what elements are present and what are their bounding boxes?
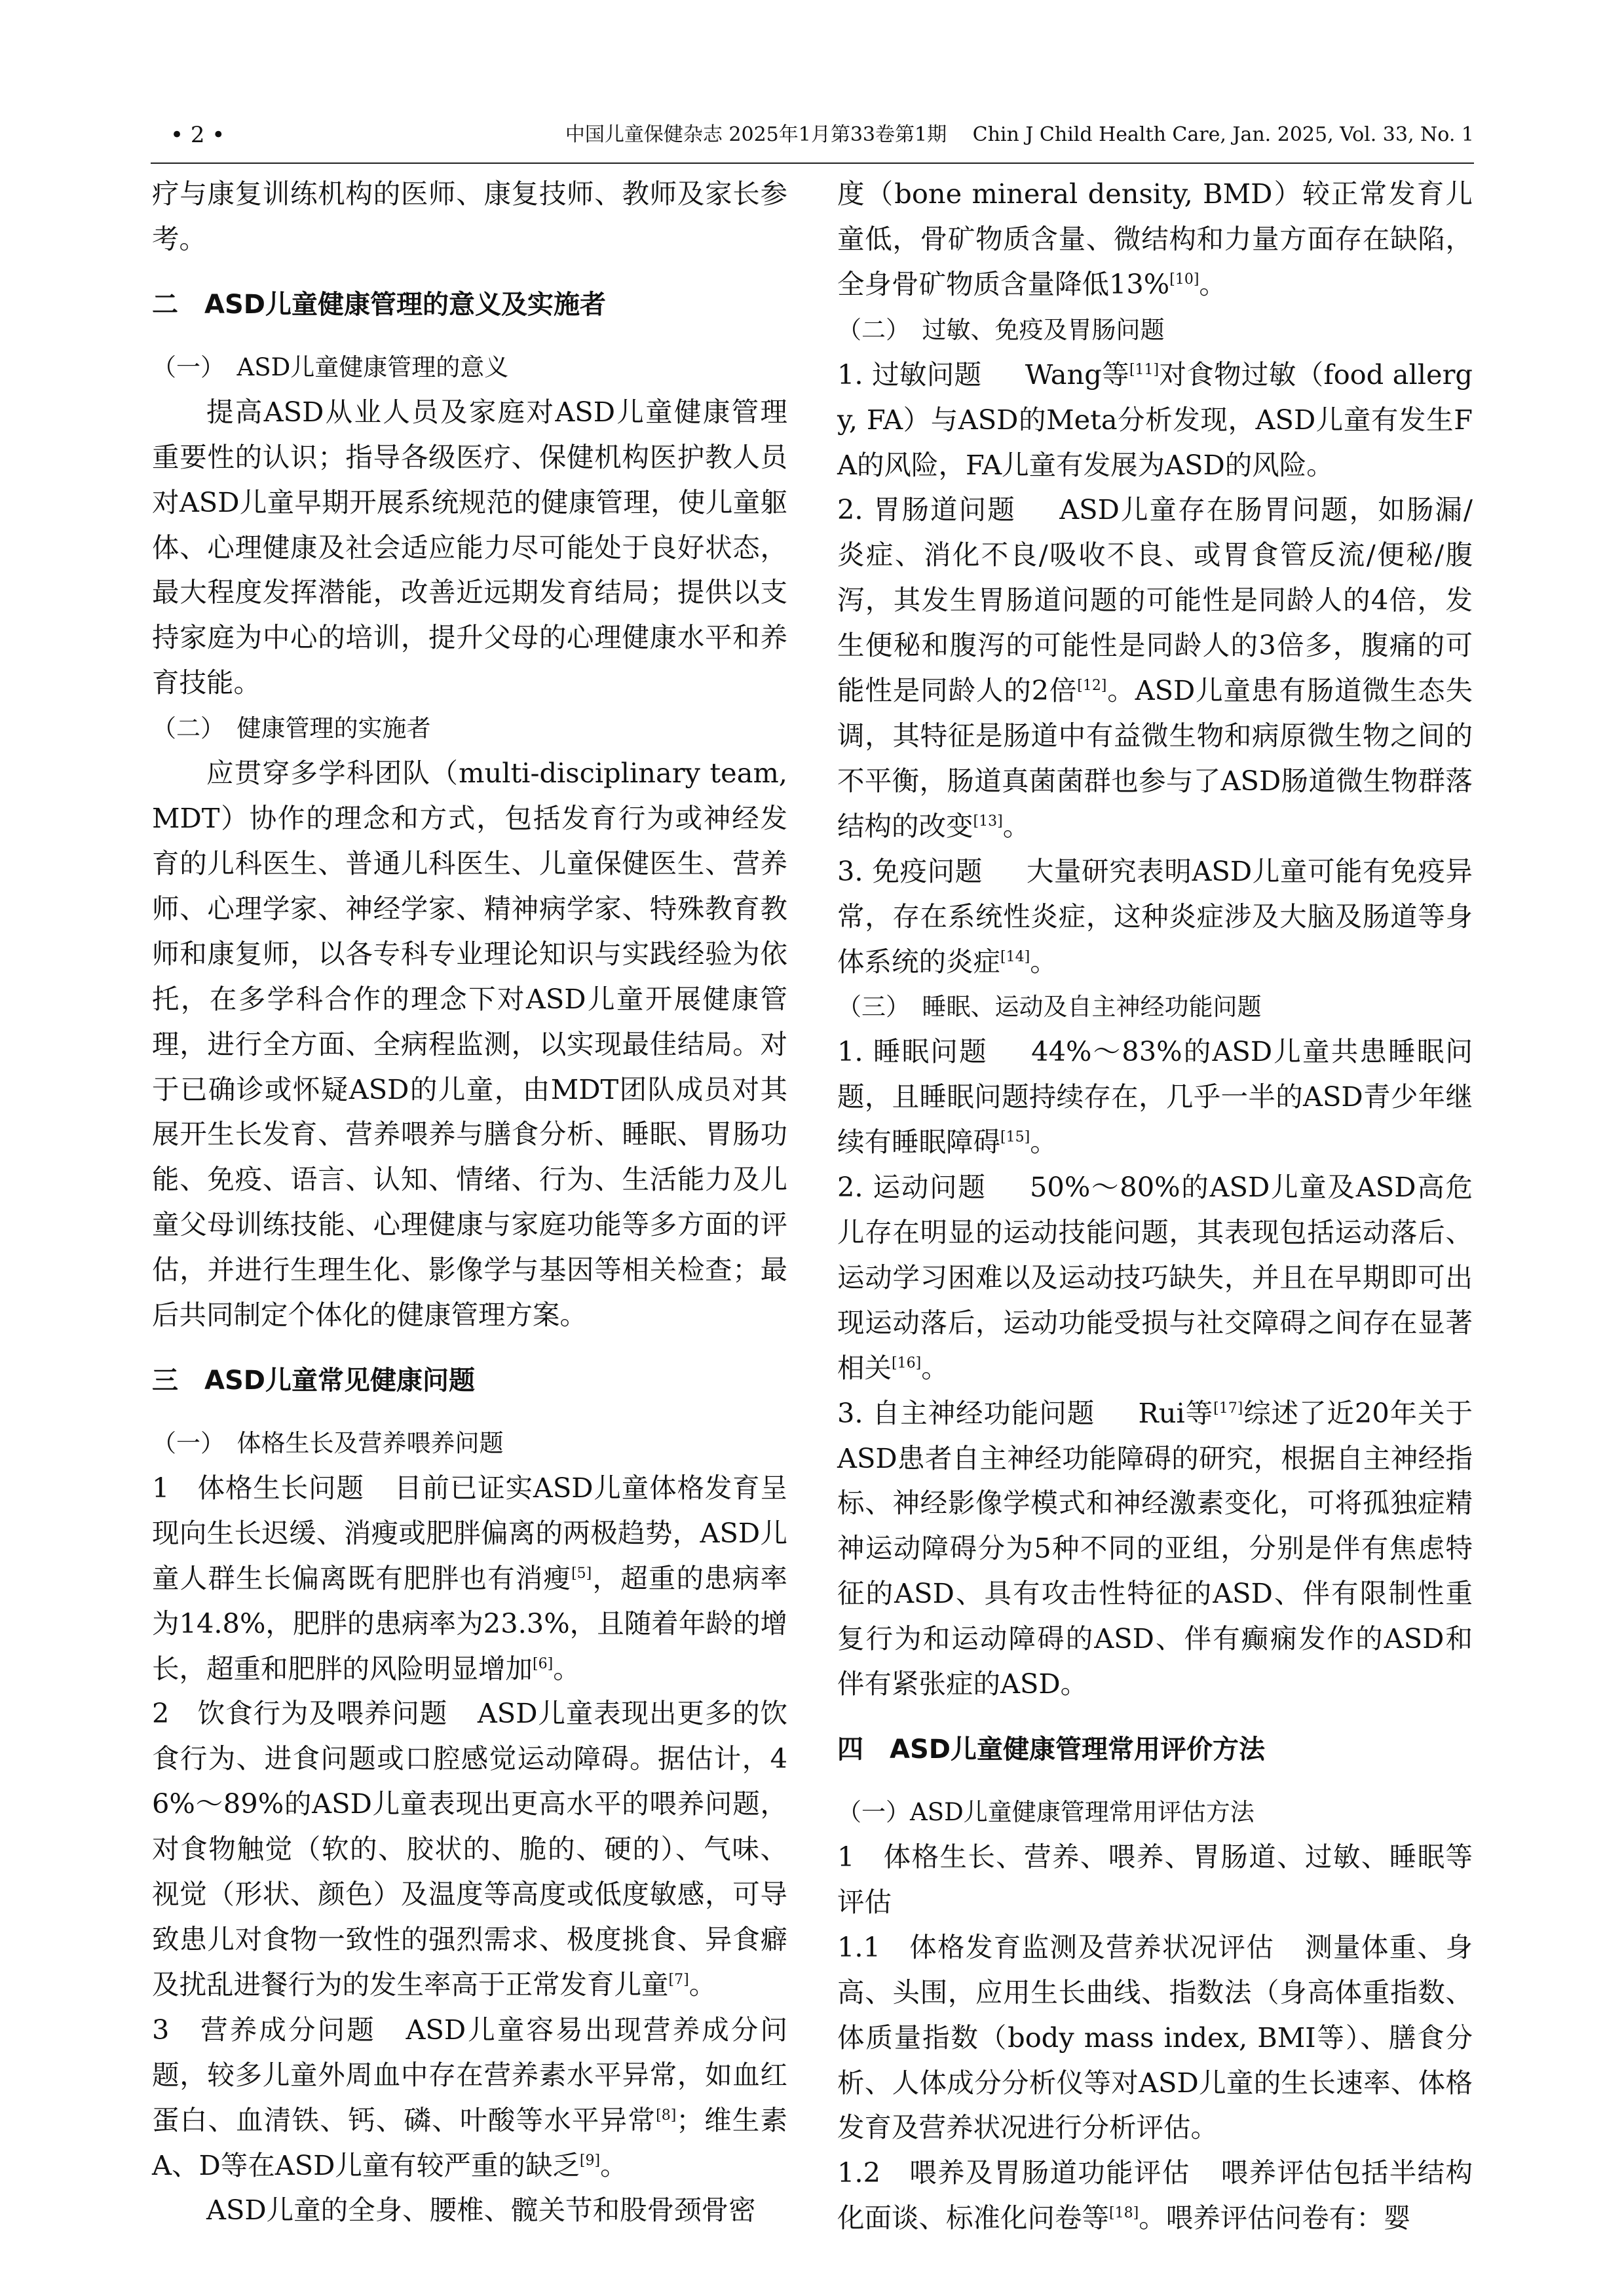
item-label: 3. 自主神经功能问题: [837, 1396, 1095, 1429]
paragraph-allergy: 1. 过敏问题 Wang等[11]对食物过敏（food allergy, FA）与ASD的Meta分析发现，ASD儿童有发生FA的风险，FA儿童有发展为ASD的风险。: [837, 358, 1473, 481]
section-3-1-heading: （一） 体格生长及营养喂养问题: [152, 1428, 504, 1457]
citation-ref[interactable]: [5]: [571, 1565, 592, 1582]
item-label: 2. 胃肠道问题: [837, 493, 1016, 526]
section-3-2-heading: （二） 过敏、免疫及胃肠问题: [837, 315, 1165, 344]
paragraph-motor: 2. 运动问题 50%～80%的ASD儿童及ASD高危儿存在明显的运动技能问题，其表现包括运动落后、运动学习困难以及运动技巧缺失，并且在早期即可出现运动落后，运动功能受损与社交障碍之间存在显著相关[16]。: [837, 1171, 1473, 1384]
section-2-1-heading: （一） ASD儿童健康管理的意义: [152, 353, 509, 381]
paragraph-intro-end: 疗与康复训练机构的医师、康复技师、教师及家长参考。: [152, 178, 787, 255]
paragraph-autonomic: 3. 自主神经功能问题 Rui等[17]综述了近20年关于ASD患者自主神经功能障碍的研究，根据自主神经指标、神经影像学模式和神经激素变化，可将孤独症精神运动障碍分为5种不同的亚组，分别是伴有焦虑特征的ASD、具有攻击性特征的ASD、伴有限制性重复行为和运动障碍的ASD、伴有癫痫发作的ASD和伴有紧张症的ASD。: [837, 1396, 1473, 1700]
citation-ref[interactable]: [12]: [1077, 678, 1107, 695]
journal-citation: 中国儿童保健杂志 2025年1月第33卷第1期 Chin J Child Health Care, Jan. 2025, Vol. 33, No. 1: [565, 123, 1474, 146]
citation-ref[interactable]: [17]: [1213, 1400, 1243, 1417]
item-label: 1 体格生长问题: [152, 1471, 364, 1504]
page-header: [151, 115, 1474, 155]
paragraph-bmd-start: ASD儿童的全身、腰椎、髋关节和股骨颈骨密: [206, 2194, 756, 2227]
item-label: 2. 运动问题: [837, 1171, 987, 1204]
paragraph-significance: 提高ASD从业人员及家庭对ASD儿童健康管理重要性的认识；指导各级医疗、保健机构医护教人员对ASD儿童早期开展系统规范的健康管理，使儿童躯体、心理健康及社会适应能力尽可能处于良好状态，最大程度发挥潜能，改善近远期发育结局；提供以支持家庭为中心的培训，提升父母的心理健康水平和养育技能。: [152, 395, 787, 699]
section-2-heading: 二 ASD儿童健康管理的意义及实施者: [152, 289, 606, 320]
citation-ref[interactable]: [13]: [973, 813, 1003, 830]
section-3-heading: 三 ASD儿童常见健康问题: [152, 1365, 475, 1396]
paragraph-implementers: 应贯穿多学科团队（multi-disciplinary team, MDT）协作的理念和方式，包括发育行为或神经发育的儿科医生、普通儿科医生、儿童保健医生、营养师、心理学家、神经学家、精神病学家、特殊教育教师和康复师，以各专科专业理论知识与实践经验为依托，在多学科合作的理念下对ASD儿童开展健康管理，进行全方面、全病程监测，以实现最佳结局。对于已确诊或怀疑ASD的儿童，由MDT团队成员对其展开生长发育、营养喂养与膳食分析、睡眠、胃肠功能、免疫、语言、认知、情绪、行为、生活能力及儿童父母训练技能、心理健康与家庭功能等多方面的评估，并进行生理生化、影像学与基因等相关检查；最后共同制定个体化的健康管理方案。: [152, 757, 787, 1331]
item-label: 1.1 体格发育监测及营养状况评估: [837, 1930, 1275, 1963]
item-label: 1. 过敏问题: [837, 358, 982, 391]
citation-ref[interactable]: [11]: [1129, 361, 1160, 378]
paragraph-gi: 2. 胃肠道问题 ASD儿童存在肠胃问题，如肠漏/炎症、消化不良/吸收不良、或胃食管反流/便秘/腹泻，其发生胃肠道问题的可能性是同龄人的4倍，发生便秘和腹泻的可能性是同龄人的3倍多，腹痛的可能性是同龄人的2倍[12]。ASD儿童患有肠道微生态失调，其特征是肠道中有益微生物和病原微生物之间的不平衡，肠道真菌菌群也参与了ASD肠道微生物群落结构的改变[13]。: [837, 493, 1473, 842]
citation-ref[interactable]: [6]: [533, 1655, 554, 1672]
paragraph-assessment-item1: 1 体格生长、营养、喂养、胃肠道、过敏、睡眠等评估: [837, 1841, 1473, 1918]
item-label: 2 饮食行为及喂养问题: [152, 1697, 448, 1730]
header-rule: [151, 163, 1474, 164]
paragraph-feeding: 2 饮食行为及喂养问题 ASD儿童表现出更多的饮食行为、进食问题或口腔感觉运动障碍。据估计，46%～89%的ASD儿童表现出更高水平的喂养问题，对食物触觉（软的、胶状的、脆的、硬的）、气味、视觉（形状、颜色）及温度等高度或低度敏感，可导致患儿对食物一致性的强烈需求、极度挑食、异食癖及扰乱进餐行为的发生率高于正常发育儿童[7]。: [152, 1697, 787, 2000]
citation-ref[interactable]: [14]: [1000, 948, 1030, 965]
citation-ref[interactable]: [16]: [892, 1354, 922, 1371]
citation-ref[interactable]: [15]: [1000, 1129, 1030, 1146]
left-column: [152, 172, 787, 2233]
section-4-heading: 四 ASD儿童健康管理常用评价方法: [837, 1734, 1265, 1765]
paragraph-nutrition: 3 营养成分问题 ASD儿童容易出现营养成分问题，较多儿童外周血中存在营养素水平异常，如血红蛋白、血清铁、钙、磷、叶酸等水平异常[8]；维生素A、D等在ASD儿童有较严重的缺乏[9]。: [152, 2013, 787, 2181]
item-label: 3. 免疫问题: [837, 854, 983, 887]
item-label: 1.2 喂养及胃肠道功能评估: [837, 2156, 1190, 2189]
section-4-1-heading: （一）ASD儿童健康管理常用评估方法: [837, 1798, 1255, 1826]
paragraph-growth: 1 体格生长问题 目前已证实ASD儿童体格发育呈现向生长迟缓、消瘦或肥胖偏离的两极趋势，ASD儿童人群生长偏离既有肥胖也有消瘦[5]，超重的患病率为14.8%，肥胖的患病率为23.3%，且随着年龄的增长，超重和肥胖的风险明显增加[6]。: [152, 1471, 787, 1685]
right-column: [837, 172, 1473, 2241]
paragraph-immune: 3. 免疫问题 大量研究表明ASD儿童可能有免疫异常，存在系统性炎症，这种炎症涉及大脑及肠道等身体系统的炎症[14]。: [837, 854, 1473, 978]
citation-ref[interactable]: [10]: [1169, 271, 1199, 288]
section-3-3-heading: （三） 睡眠、运动及自主神经功能问题: [837, 993, 1262, 1022]
section-2-2-heading: （二） 健康管理的实施者: [152, 714, 431, 743]
paragraph-feeding-assessment: 1.2 喂养及胃肠道功能评估 喂养评估包括半结构化面谈、标准化问卷等[18]。喂养评估问卷有：婴: [837, 2156, 1473, 2234]
item-label: 3 营养成分问题: [152, 2013, 376, 2046]
citation-ref[interactable]: [18]: [1109, 2205, 1139, 2222]
paragraph-sleep: 1. 睡眠问题 44%～83%的ASD儿童共患睡眠问题，且睡眠问题持续存在，几乎一半的ASD青少年继续有睡眠障碍[15]。: [837, 1035, 1473, 1158]
item-label: 1. 睡眠问题: [837, 1035, 988, 1068]
citation-ref[interactable]: [9]: [579, 2152, 601, 2169]
citation-ref[interactable]: [8]: [656, 2107, 677, 2124]
paragraph-growth-assessment: 1.1 体格发育监测及营养状况评估 测量体重、身高、头围，应用生长曲线、指数法（身高体重指数、体质量指数（body mass index, BMI等）、膳食分析、人体成分分析仪等对ASD儿童的生长速率、体格发育及营养状况进行分析评估。: [837, 1930, 1473, 2144]
page-number: • 2 •: [170, 122, 225, 148]
citation-ref[interactable]: [7]: [668, 1972, 689, 1989]
paragraph-bmd-end: 度（bone mineral density, BMD）较正常发育儿童低，骨矿物质含量、微结构和力量方面存在缺陷，全身骨矿物质含量降低13%[10]。: [837, 178, 1473, 300]
